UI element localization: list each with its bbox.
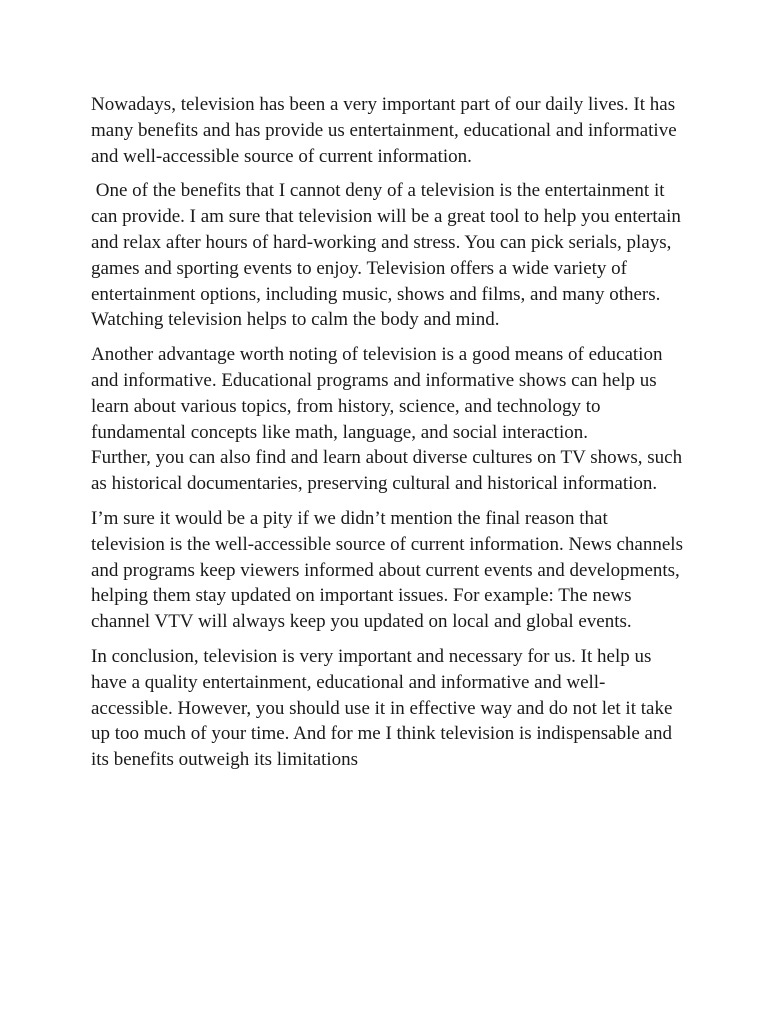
paragraph-entertainment: One of the benefits that I cannot deny of a television is the entertainment it can provide. I am sure that television will be a great tool to help you entertain and relax after hours of hard-working and stress. You can pick serials, plays, games and sporting events to enjoy. Television offers a wide variety of entertainment options, including music, shows and films, and many others. Watching television helps to calm the body and mind. <box>91 180 681 331</box>
document-body <box>91 92 685 782</box>
paragraph-intro: Nowadays, television has been a very important part of our daily lives. It has many benefits and has provide us entertainment, educational and informative and well-accessible source of current information. <box>91 94 677 167</box>
paragraph-conclusion: In conclusion, television is very important and necessary for us. It help us have a quality entertainment, educational and informative and well-accessible. However, you should use it in effective way and do not let it take up too much of your time. And for me I think television is indispensable and its benefits outweigh its limitations <box>91 645 673 771</box>
paragraph-education: Another advantage worth noting of television is a good means of education and informative. Educational programs and informative shows can help us learn about various topics, from history, science, and technology to fundamental concepts like math, language, and social interaction. <box>91 344 663 443</box>
paragraph-information: I’m sure it would be a pity if we didn’t mention the final reason that television is the well-accessible source of current information. News channels and programs keep viewers informed about current events and developments, helping them stay updated on important issues. For example: The news channel VTV will always keep you updated on local and global events. <box>91 507 683 633</box>
paragraph-cultures: Further, you can also find and learn about diverse cultures on TV shows, such as historical documentaries, preserving cultural and historical information. <box>91 447 683 495</box>
